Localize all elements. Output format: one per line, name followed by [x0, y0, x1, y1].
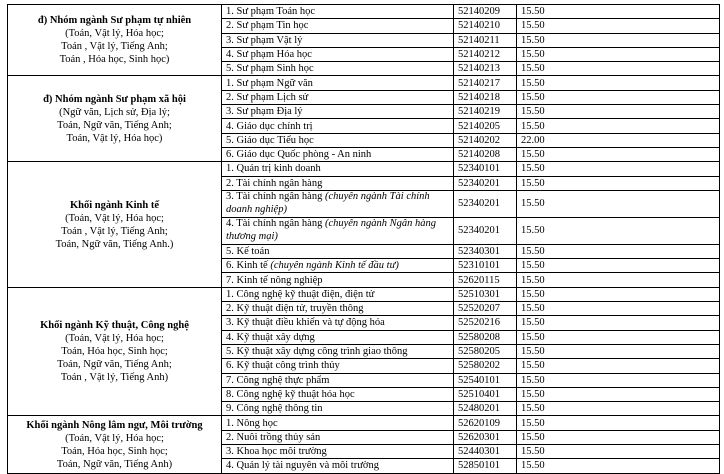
- cutoff-score: 15.50: [517, 162, 720, 176]
- major-name: 3. Khoa học môi trường: [226, 446, 327, 458]
- cutoff-score: 15.50: [517, 19, 720, 33]
- cutoff-score: 15.50: [517, 445, 720, 459]
- table-row: [8, 416, 720, 430]
- major-name: 1. Công nghệ kỹ thuật điện, điện tử: [226, 288, 375, 300]
- major-code: 52440301: [454, 445, 517, 459]
- major-cell: [222, 47, 454, 61]
- major-cell: [222, 119, 454, 133]
- major-name: 3. Sư phạm Vật lý: [226, 34, 303, 46]
- cutoff-score: 15.50: [517, 147, 720, 161]
- group-subject-combination: (Toán, Vật lý, Hóa học;: [65, 212, 164, 224]
- cutoff-score: 15.50: [517, 416, 720, 430]
- cutoff-score: 15.50: [517, 259, 720, 273]
- major-code: 52580208: [454, 330, 517, 344]
- major-cell: [222, 190, 454, 217]
- major-code: 52140208: [454, 147, 517, 161]
- major-code: 52310101: [454, 259, 517, 273]
- major-name: 2. Tài chính ngân hàng: [226, 177, 323, 189]
- major-cell: [222, 387, 454, 401]
- cutoff-score: 15.50: [517, 387, 720, 401]
- major-cell: [222, 373, 454, 387]
- major-code: 52340201: [454, 176, 517, 190]
- major-code: 52340101: [454, 162, 517, 176]
- cutoff-score: 15.50: [517, 316, 720, 330]
- cutoff-score: 15.50: [517, 190, 720, 217]
- major-cell: [222, 33, 454, 47]
- cutoff-score: 15.50: [517, 273, 720, 287]
- group-title: Khối ngành Kinh tế: [70, 199, 159, 211]
- major-name: 1. Nông học: [226, 417, 278, 429]
- major-name: 5. Giáo dục Tiểu học: [226, 134, 314, 146]
- major-cell: [222, 5, 454, 19]
- group-subject-combination: Toán , Vật lý, Tiếng Anh;: [61, 41, 168, 53]
- major-code: 52140205: [454, 119, 517, 133]
- cutoff-score: 15.50: [517, 217, 720, 244]
- cutoff-score: 22.00: [517, 133, 720, 147]
- group-cell: [8, 287, 222, 416]
- major-cell: [222, 302, 454, 316]
- group-subject-combination: (Toán, Vật lý, Hóa học;: [65, 28, 164, 40]
- cutoff-score: 15.50: [517, 47, 720, 61]
- major-name: 5. Sư phạm Sinh học: [226, 63, 314, 75]
- major-specialization: (chuyên ngành Tài chính doanh nghiệp): [226, 191, 430, 215]
- major-code: 52850101: [454, 459, 517, 473]
- cutoff-score: 15.50: [517, 359, 720, 373]
- major-cell: [222, 133, 454, 147]
- major-cell: [222, 62, 454, 76]
- major-code: 52340201: [454, 190, 517, 217]
- major-name: 3. Sư phạm Địa lý: [226, 106, 303, 118]
- group-cell: [8, 5, 222, 76]
- major-cell: [222, 90, 454, 104]
- group-subject-combination: Toán , Vật lý, Tiếng Anh): [60, 372, 169, 384]
- major-cell: [222, 359, 454, 373]
- major-name: 2. Sư phạm Lịch sử: [226, 91, 309, 103]
- major-code: 52580205: [454, 344, 517, 358]
- cutoff-score: 15.50: [517, 287, 720, 301]
- table-row: [8, 5, 720, 19]
- major-name: 7. Công nghệ thực phẩm: [226, 374, 330, 386]
- cutoff-score: 15.50: [517, 373, 720, 387]
- major-cell: [222, 162, 454, 176]
- major-name: 6. Kinh tế: [226, 260, 271, 272]
- group-subject-combination: Toán, Ngữ văn, Tiếng Anh;: [57, 359, 172, 371]
- major-cell: [222, 105, 454, 119]
- major-cell: [222, 217, 454, 244]
- major-code: 52580202: [454, 359, 517, 373]
- cutoff-score: 15.50: [517, 90, 720, 104]
- group-subject-combination: Toán, Hóa học, Sinh học;: [61, 445, 168, 457]
- major-code: 52140218: [454, 90, 517, 104]
- group-subject-combination: Toán, Hóa học, Sinh học;: [61, 346, 168, 358]
- major-name: 8. Công nghệ kỹ thuật hóa học: [226, 388, 355, 400]
- major-name: 4. Sư phạm Hóa học: [226, 49, 312, 61]
- cutoff-score: 15.50: [517, 244, 720, 258]
- major-name: 2. Nuôi trồng thủy sản: [226, 431, 321, 443]
- admission-score-table: [7, 4, 720, 474]
- major-cell: [222, 147, 454, 161]
- group-subject-combination: Toán , Hóa học, Sinh học): [59, 54, 170, 66]
- table-body: [8, 5, 720, 474]
- group-subject-combination: (Ngữ văn, Lịch sử, Địa lý;: [59, 106, 170, 118]
- major-code: 52340301: [454, 244, 517, 258]
- major-name: 4. Quản lý tài nguyên và môi trường: [226, 460, 379, 472]
- major-code: 52620115: [454, 273, 517, 287]
- group-subject-combination: Toán, Ngữ văn, Tiếng Anh): [56, 458, 173, 470]
- table-row: [8, 162, 720, 176]
- major-name: 1. Quản trị kinh doanh: [226, 163, 321, 175]
- group-subject-combination: (Toán, Vật lý, Hóa học;: [65, 432, 164, 444]
- major-code: 52340201: [454, 217, 517, 244]
- group-title: Khối ngành Nông lâm ngư, Môi trường: [26, 419, 203, 431]
- major-cell: [222, 287, 454, 301]
- cutoff-score: 15.50: [517, 302, 720, 316]
- group-title: Khối ngành Kỹ thuật, Công nghệ: [40, 320, 189, 332]
- major-code: 52140212: [454, 47, 517, 61]
- major-cell: [222, 244, 454, 258]
- major-cell: [222, 330, 454, 344]
- major-code: 52620301: [454, 430, 517, 444]
- major-code: 52140210: [454, 19, 517, 33]
- group-subject-combination: Toán , Vật lý, Tiếng Anh;: [61, 225, 168, 237]
- cutoff-score: 15.50: [517, 33, 720, 47]
- cutoff-score: 15.50: [517, 119, 720, 133]
- major-code: 52620109: [454, 416, 517, 430]
- major-cell: [222, 416, 454, 430]
- major-cell: [222, 316, 454, 330]
- group-subject-combination: (Toán, Vật lý, Hóa học;: [65, 333, 164, 345]
- group-title: đ) Nhóm ngành Sư phạm xã hội: [43, 93, 186, 105]
- cutoff-score: 15.50: [517, 430, 720, 444]
- major-code: 52140213: [454, 62, 517, 76]
- major-code: 52480201: [454, 402, 517, 416]
- group-subject-combination: Toán, Ngữ văn, Tiếng Anh.): [55, 238, 174, 250]
- cutoff-score: 15.50: [517, 344, 720, 358]
- major-code: 52140202: [454, 133, 517, 147]
- group-cell: [8, 76, 222, 162]
- major-code: 52510301: [454, 287, 517, 301]
- major-name: 4. Kỹ thuật xây dựng: [226, 331, 315, 343]
- major-name: 4. Tài chính ngân hàng: [226, 218, 325, 230]
- major-code: 52140217: [454, 76, 517, 90]
- major-name: 2. Sư phạm Tin học: [226, 20, 309, 32]
- major-name: 6. Kỹ thuật công trình thủy: [226, 360, 340, 372]
- major-cell: [222, 402, 454, 416]
- major-cell: [222, 445, 454, 459]
- table-row: [8, 76, 720, 90]
- major-name: 1. Sư phạm Ngữ văn: [226, 77, 313, 89]
- cutoff-score: 15.50: [517, 5, 720, 19]
- major-cell: [222, 344, 454, 358]
- group-title: đ) Nhóm ngành Sư phạm tự nhiên: [37, 15, 192, 27]
- group-cell: [8, 416, 222, 473]
- major-code: 52140209: [454, 5, 517, 19]
- major-name: 7. Kinh tế nông nghiệp: [226, 274, 323, 286]
- major-code: 52540101: [454, 373, 517, 387]
- major-code: 52520216: [454, 316, 517, 330]
- major-name: 4. Giáo dục chính trị: [226, 120, 313, 132]
- major-name: 3. Tài chính ngân hàng: [226, 191, 325, 203]
- major-specialization: (chuyên ngành Ngân hàng thương mại): [226, 218, 437, 242]
- cutoff-score: 15.50: [517, 402, 720, 416]
- major-cell: [222, 259, 454, 273]
- major-specialization: (chuyên ngành Kinh tế đầu tư): [270, 260, 399, 272]
- cutoff-score: 15.50: [517, 62, 720, 76]
- cutoff-score: 15.50: [517, 105, 720, 119]
- major-cell: [222, 459, 454, 473]
- major-name: 2. Kỹ thuật điện tử, truyền thông: [226, 303, 364, 315]
- group-subject-combination: Toán, Ngữ văn, Tiếng Anh;: [57, 119, 172, 131]
- major-code: 52520207: [454, 302, 517, 316]
- group-subject-combination: Toán, Vật lý, Hóa học): [66, 132, 163, 144]
- major-cell: [222, 176, 454, 190]
- cutoff-score: 15.50: [517, 176, 720, 190]
- major-name: 5. Kế toán: [226, 246, 270, 257]
- major-code: 52140219: [454, 105, 517, 119]
- major-cell: [222, 430, 454, 444]
- major-name: 3. Kỹ thuật điều khiển và tự động hóa: [226, 317, 385, 329]
- major-cell: [222, 76, 454, 90]
- cutoff-score: 15.50: [517, 76, 720, 90]
- major-cell: [222, 273, 454, 287]
- table-row: [8, 287, 720, 301]
- major-name: 1. Sư phạm Toán học: [226, 6, 316, 18]
- major-code: 52510401: [454, 387, 517, 401]
- cutoff-score: 15.50: [517, 330, 720, 344]
- major-cell: [222, 19, 454, 33]
- group-cell: [8, 162, 222, 287]
- cutoff-score: 15.50: [517, 459, 720, 473]
- major-name: 9. Công nghệ thông tin: [226, 403, 323, 415]
- major-code: 52140211: [454, 33, 517, 47]
- major-name: 6. Giáo dục Quốc phòng - An ninh: [226, 149, 372, 161]
- major-name: 5. Kỹ thuật xây dựng công trình giao thông: [226, 346, 408, 358]
